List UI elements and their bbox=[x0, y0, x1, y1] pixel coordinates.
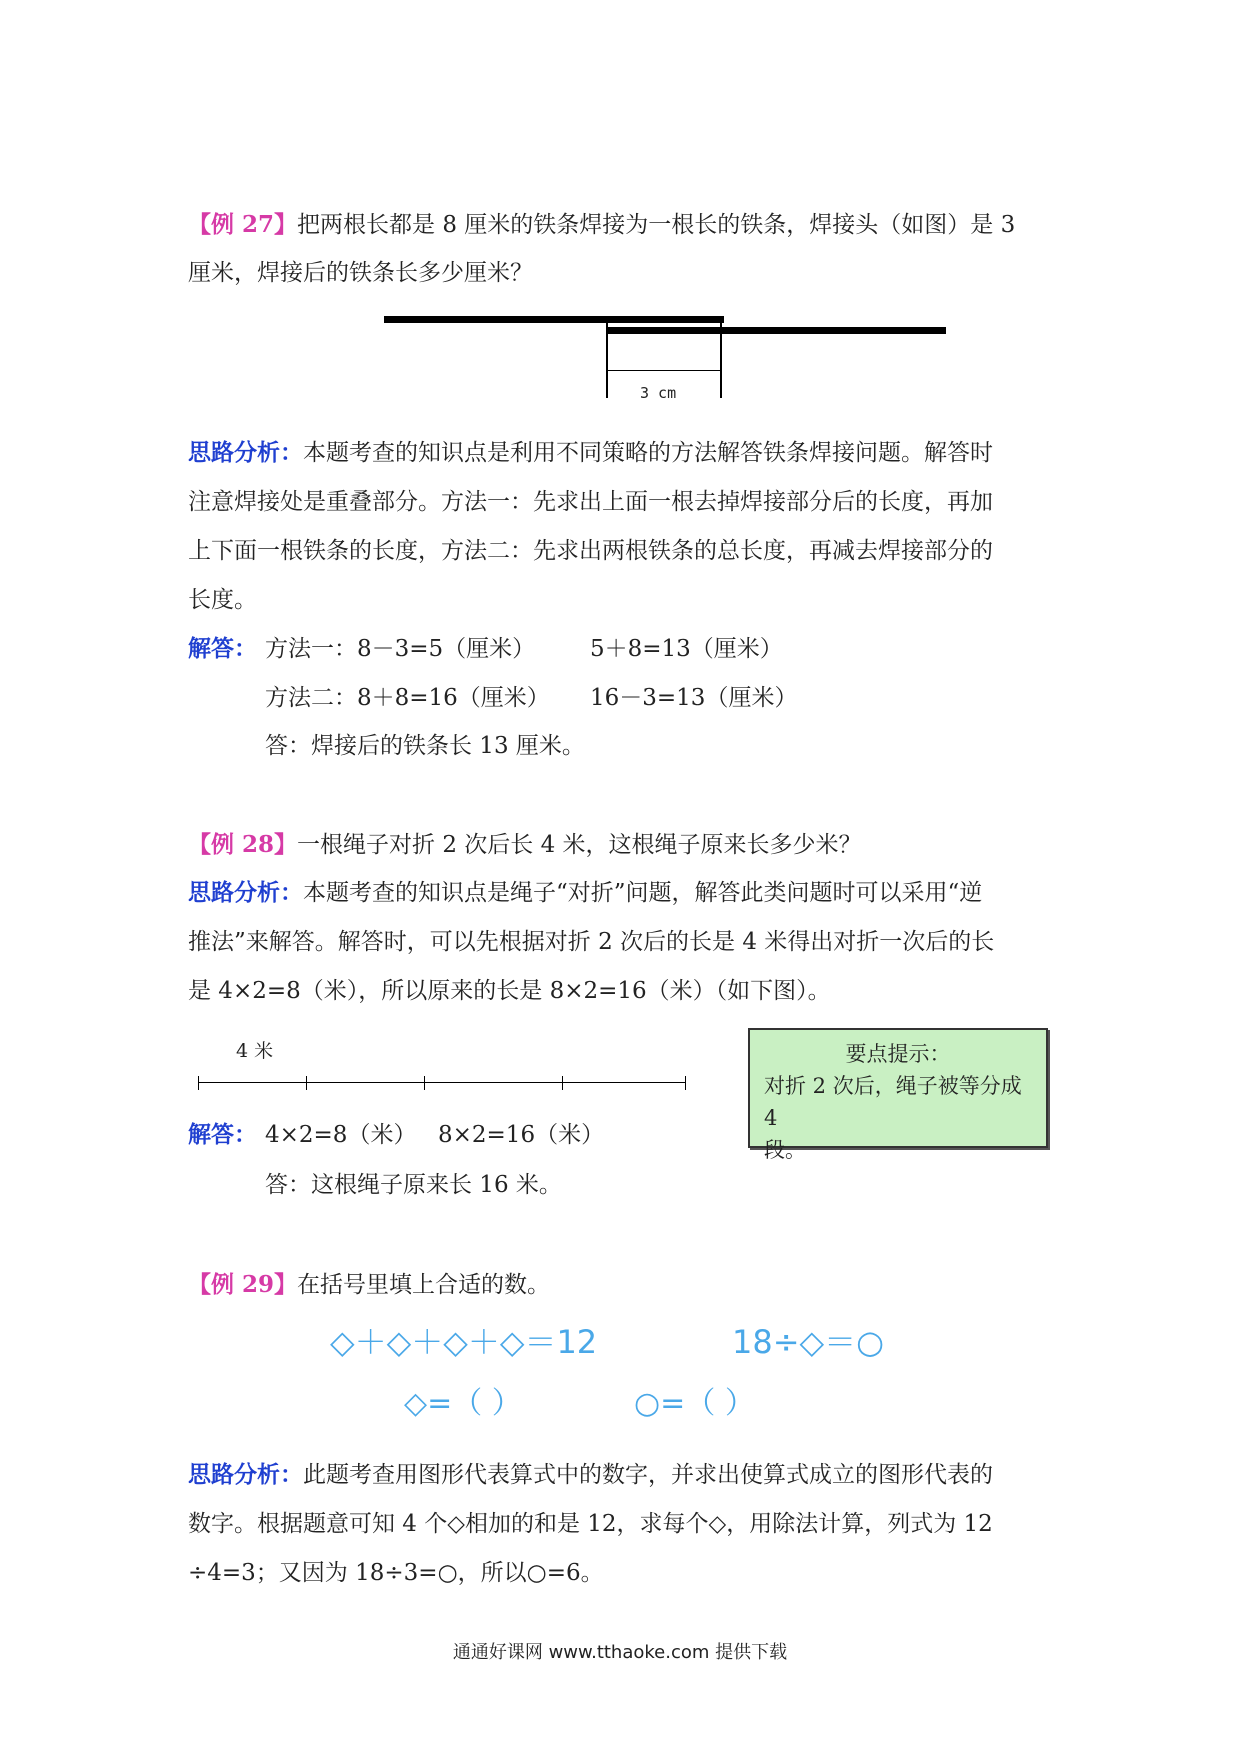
weld-right-mark bbox=[720, 320, 722, 398]
equation-diamonds-sum: ◇＋◇＋◇＋◇＝12 bbox=[330, 1323, 598, 1361]
weld-dimension-label: 3 cm bbox=[640, 384, 677, 402]
ex29-question-text: 在括号里填上合适的数。 bbox=[297, 1272, 551, 1298]
ex28-answer-b: 8×2=16（米） bbox=[438, 1122, 605, 1148]
diamond-blank: ◇=（ ） bbox=[404, 1386, 522, 1421]
tip-title: 要点提示： bbox=[845, 1042, 951, 1066]
ex27-analysis-text1: 本题考查的知识点是利用不同策略的方法解答铁条焊接问题。解答时 bbox=[303, 440, 993, 466]
ex28-question-line bbox=[188, 830, 862, 860]
ex28-answer-line1 bbox=[188, 1120, 257, 1150]
page-footer: 通通好课网 www.tthaoke.com 提供下载 bbox=[452, 1642, 788, 1663]
ex29-analysis-line2: 数字。根据题意可知 4 个◇相加的和是 12，求每个◇，用除法计算，列式为 12 bbox=[188, 1511, 993, 1537]
rope-tick-1 bbox=[306, 1076, 307, 1090]
circle-blank: ○=（ ） bbox=[634, 1386, 755, 1421]
weld-left-mark bbox=[606, 320, 608, 398]
ex27-method1-b: 5＋8=13（厘米） bbox=[590, 636, 783, 662]
ex29-analysis-line3: ÷4=3；又因为 18÷3=○，所以○=6。 bbox=[188, 1560, 604, 1586]
ex27-analysis-label: 思路分析： bbox=[188, 439, 303, 466]
ex27-method2-a: 方法二：8＋8=16（厘米） bbox=[265, 685, 550, 711]
rope-tick-2 bbox=[424, 1076, 425, 1090]
top-iron-bar bbox=[384, 316, 724, 323]
ex27-analysis-line2: 注意焊接处是重叠部分。方法一：先求出上面一根去掉焊接部分后的长度，再加 bbox=[188, 489, 993, 515]
ex27-answer-line1 bbox=[188, 634, 257, 664]
ex27-question-line2: 厘米，焊接后的铁条长多少厘米？ bbox=[188, 260, 533, 286]
ex28-analysis-line1 bbox=[188, 878, 982, 908]
ex29-analysis-label: 思路分析： bbox=[188, 1461, 303, 1488]
tip-line2: 段。 bbox=[764, 1138, 806, 1162]
ex28-analysis-text1: 本题考查的知识点是绳子“对折”问题，解答此类问题时可以采用“逆 bbox=[303, 880, 983, 906]
ex28-question-text: 一根绳子对折 2 次后长 4 米，这根绳子原来长多少米？ bbox=[297, 832, 862, 858]
ex28-analysis-label: 思路分析： bbox=[188, 879, 303, 906]
key-point-tip-box bbox=[748, 1028, 1048, 1162]
ex27-question-text1: 把两根长都是 8 厘米的铁条焊接为一根长的铁条，焊接头（如图）是 3 bbox=[297, 212, 1016, 238]
ex27-method2-b: 16－3=13（厘米） bbox=[590, 685, 798, 711]
bottom-iron-bar bbox=[606, 327, 946, 334]
ex28-answer-label: 解答： bbox=[188, 1121, 257, 1148]
ex27-label: 【例 27】 bbox=[188, 211, 298, 238]
equation-division: 18÷◇＝○ bbox=[732, 1323, 885, 1361]
ex29-label: 【例 29】 bbox=[188, 1271, 298, 1298]
ex27-analysis-line3: 上下面一根铁条的长度，方法二：先求出两根铁条的总长度，再减去焊接部分的 bbox=[188, 538, 993, 564]
weld-dimension-line bbox=[606, 370, 722, 371]
rope-tick-0 bbox=[198, 1076, 199, 1090]
tip-line1: 对折 2 次后，绳子被等分成 4 bbox=[764, 1074, 1022, 1130]
ex29-analysis-text1: 此题考查用图形代表算式中的数字，并求出使算式成立的图形代表的 bbox=[303, 1462, 993, 1488]
ex29-question-line bbox=[188, 1270, 550, 1300]
ex27-final-answer: 答：焊接后的铁条长 13 厘米。 bbox=[265, 733, 585, 759]
ex27-method1-a: 方法一：8－3=5（厘米） bbox=[265, 636, 536, 662]
ex29-analysis-line1 bbox=[188, 1460, 993, 1490]
ex28-answer-a: 4×2=8（米） bbox=[265, 1122, 417, 1148]
ex27-analysis-line1 bbox=[188, 438, 993, 468]
ex27-analysis-line4: 长度。 bbox=[188, 587, 257, 613]
ex28-label: 【例 28】 bbox=[188, 831, 298, 858]
ex27-answer-label: 解答： bbox=[188, 635, 257, 662]
ex27-question-line1 bbox=[188, 210, 1015, 240]
ex28-analysis-line2: 推法”来解答。解答时，可以先根据对折 2 次后的长是 4 米得出对折一次后的长 bbox=[188, 929, 995, 955]
rope-tick-4 bbox=[685, 1076, 686, 1090]
ex28-analysis-line3: 是 4×2=8（米），所以原来的长是 8×2=16（米）（如下图）。 bbox=[188, 978, 831, 1004]
rope-segment-label: 4 米 bbox=[236, 1040, 274, 1062]
rope-tick-3 bbox=[562, 1076, 563, 1090]
ex28-final-answer: 答：这根绳子原来长 16 米。 bbox=[265, 1172, 562, 1198]
rope-line bbox=[198, 1082, 686, 1083]
